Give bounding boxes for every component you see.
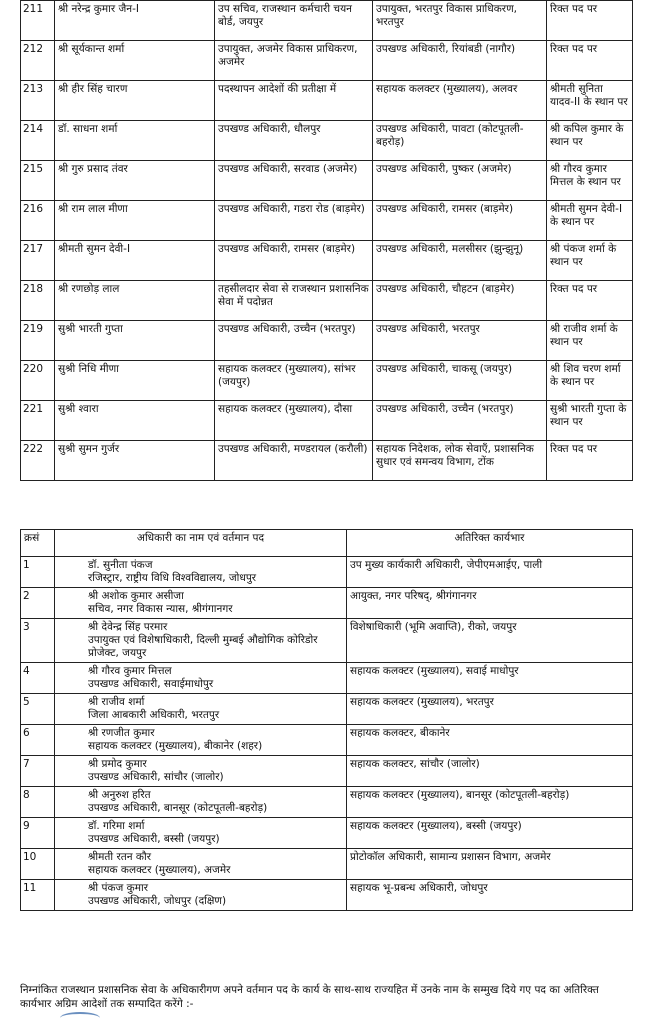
cell-serial: 6	[21, 725, 55, 756]
cell-remarks: सुश्री भारती गुप्ता के स्थान पर	[547, 401, 633, 441]
cell-remarks: श्रीमती सुमन देवी-I के स्थान पर	[547, 201, 633, 241]
cell-current-post: उपखण्ड अधिकारी, उच्चैन (भरतपुर)	[215, 321, 373, 361]
table-row	[21, 663, 633, 694]
cell-serial: 215	[21, 161, 55, 201]
transfer-table	[20, 0, 633, 481]
officer-name: श्री अनुरुश हरित	[88, 789, 151, 801]
cell-additional-charge: सहायक कलक्टर, बीकानेर	[347, 725, 633, 756]
cell-additional-charge: सहायक भू-प्रबन्ध अधिकारी, जोधपुर	[347, 880, 633, 911]
cell-remarks: रिक्त पद पर	[547, 41, 633, 81]
cell-serial: 218	[21, 281, 55, 321]
officer-post: उपखण्ड अधिकारी, बानसूर (कोटपूतली-बहरोड़)	[88, 802, 268, 814]
cell-new-post: उपखण्ड अधिकारी, पुष्कर (अजमेर)	[373, 161, 547, 201]
cell-officer-name: श्री राम लाल मीणा	[55, 201, 215, 241]
cell-serial: 10	[21, 849, 55, 880]
cell-remarks: रिक्त पद पर	[547, 441, 633, 481]
header-charge: अतिरिक्त कार्यभार	[347, 530, 633, 557]
cell-remarks: श्रीमती सुनिता यादव-II के स्थान पर	[547, 81, 633, 121]
cell-current-post: पदस्थापन आदेशों की प्रतीक्षा में	[215, 81, 373, 121]
cell-officer	[55, 849, 347, 880]
cell-officer	[55, 619, 347, 663]
cell-serial: 213	[21, 81, 55, 121]
cell-additional-charge: सहायक कलक्टर (मुख्यालय), बानसूर (कोटपूतली-बहरोड़)	[347, 787, 633, 818]
cell-serial: 211	[21, 1, 55, 41]
officer-post: जिला आबकारी अधिकारी, भरतपुर	[88, 709, 220, 721]
table-row	[21, 619, 633, 663]
cell-remarks: रिक्त पद पर	[547, 1, 633, 41]
cell-officer	[55, 818, 347, 849]
cell-new-post: उपायुक्त, भरतपुर विकास प्राधिकरण, भरतपुर	[373, 1, 547, 41]
cell-new-post: सहायक निदेशक, लोक सेवाएँ, प्रशासनिक सुधार एवं समन्वय विभाग, टोंक	[373, 441, 547, 481]
table-header-row	[21, 530, 633, 557]
cell-new-post: उपखण्ड अधिकारी, उच्चैन (भरतपुर)	[373, 401, 547, 441]
cell-officer-name: डॉ. साधना शर्मा	[55, 121, 215, 161]
table-row	[21, 361, 633, 401]
table-row	[21, 818, 633, 849]
cell-current-post: उपखण्ड अधिकारी, गडरा रोड (बाड़मेर)	[215, 201, 373, 241]
cell-officer	[55, 557, 347, 588]
cell-current-post: उपायुक्त, अजमेर विकास प्राधिकरण, अजमेर	[215, 41, 373, 81]
cell-officer	[55, 694, 347, 725]
table-row	[21, 441, 633, 481]
table-row	[21, 241, 633, 281]
cell-officer-name: श्री गुरु प्रसाद तंवर	[55, 161, 215, 201]
cell-officer-name: सुश्री निधि मीणा	[55, 361, 215, 401]
cell-additional-charge: सहायक कलक्टर (मुख्यालय), भरतपुर	[347, 694, 633, 725]
table-row	[21, 725, 633, 756]
cell-remarks: श्री शिव चरण शर्मा के स्थान पर	[547, 361, 633, 401]
cell-additional-charge: सहायक कलक्टर, सांचौर (जालोर)	[347, 756, 633, 787]
officer-name: डॉ. सुनीता पंकज	[88, 559, 153, 571]
table-row	[21, 694, 633, 725]
cell-serial: 7	[21, 756, 55, 787]
cell-officer-name: सुश्री सुमन गुर्जर	[55, 441, 215, 481]
officer-post: सहायक कलक्टर (मुख्यालय), अजमेर	[88, 864, 231, 876]
cell-serial: 219	[21, 321, 55, 361]
cell-current-post: उपखण्ड अधिकारी, रामसर (बाड़मेर)	[215, 241, 373, 281]
cell-current-post: उपखण्ड अधिकारी, मण्डरायल (करौली)	[215, 441, 373, 481]
officer-name: श्री रणजीत कुमार	[88, 727, 155, 739]
header-officer: अधिकारी का नाम एवं वर्तमान पद	[55, 530, 347, 557]
cell-serial: 3	[21, 619, 55, 663]
cell-serial: 4	[21, 663, 55, 694]
officer-name: श्री राजीव शर्मा	[88, 696, 145, 708]
officer-post: सचिव, नगर विकास न्यास, श्रीगंगानगर	[88, 603, 233, 615]
cell-serial: 11	[21, 880, 55, 911]
instruction-note: निम्नांकित राजस्थान प्रशासनिक सेवा के अधिकारीगण अपने वर्तमान पद के कार्य के साथ-साथ राज्यहित में उनके नाम के सम्मुख दिये गए पद का अतिरिक्त कार्यभार अग्रिम आदेशों तक सम्पादित करेंगे :-	[20, 984, 599, 1010]
cell-serial: 5	[21, 694, 55, 725]
cell-additional-charge: विशेषाधिकारी (भूमि अवाप्ति), रीको, जयपुर	[347, 619, 633, 663]
table-row	[21, 81, 633, 121]
cell-additional-charge: उप मुख्य कार्यकारी अधिकारी, जेपीएमआईए, पाली	[347, 557, 633, 588]
cell-new-post: उपखण्ड अधिकारी, पावटा (कोटपूतली-बहरोड़)	[373, 121, 547, 161]
cell-serial: 2	[21, 588, 55, 619]
cell-serial: 9	[21, 818, 55, 849]
cell-new-post: उपखण्ड अधिकारी, रामसर (बाड़मेर)	[373, 201, 547, 241]
cell-remarks: श्री पंकज शर्मा के स्थान पर	[547, 241, 633, 281]
header-serial: क्रसं	[21, 530, 55, 557]
cell-officer	[55, 787, 347, 818]
cell-serial: 214	[21, 121, 55, 161]
cell-additional-charge: सहायक कलक्टर (मुख्यालय), सवाई माधोपुर	[347, 663, 633, 694]
table-row	[21, 161, 633, 201]
cell-new-post: उपखण्ड अधिकारी, चौहटन (बाड़मेर)	[373, 281, 547, 321]
cell-new-post: सहायक कलक्टर (मुख्यालय), अलवर	[373, 81, 547, 121]
officer-post: उपायुक्त एवं विशेषाधिकारी, दिल्ली मुम्बई औद्योगिक कोरिडोर प्रोजेक्ट, जयपुर	[88, 634, 318, 659]
cell-officer	[55, 663, 347, 694]
cell-officer-name: श्री हीर सिंह चारण	[55, 81, 215, 121]
cell-officer	[55, 725, 347, 756]
table-row	[21, 321, 633, 361]
officer-name: डॉ. गरिमा शर्मा	[88, 820, 145, 832]
cell-new-post: उपखण्ड अधिकारी, मलसीसर (झुन्झुनू)	[373, 241, 547, 281]
cell-remarks: रिक्त पद पर	[547, 281, 633, 321]
table-row	[21, 401, 633, 441]
cell-officer	[55, 756, 347, 787]
table-row	[21, 201, 633, 241]
cell-remarks: श्री गौरव कुमार मित्तल के स्थान पर	[547, 161, 633, 201]
table-row	[21, 281, 633, 321]
table-row	[21, 557, 633, 588]
cell-serial: 8	[21, 787, 55, 818]
cell-new-post: उपखण्ड अधिकारी, चाकसू (जयपुर)	[373, 361, 547, 401]
cell-current-post: उपखण्ड अधिकारी, धौलपुर	[215, 121, 373, 161]
cell-current-post: सहायक कलक्टर (मुख्यालय), सांभर (जयपुर)	[215, 361, 373, 401]
cell-current-post: उपखण्ड अधिकारी, सरवाड (अजमेर)	[215, 161, 373, 201]
officer-post: सहायक कलक्टर (मुख्यालय), बीकानेर (शहर)	[88, 740, 263, 752]
cell-officer-name: श्री सूर्यकान्त शर्मा	[55, 41, 215, 81]
officer-post: उपखण्ड अधिकारी, सांचौर (जालोर)	[88, 771, 224, 783]
officer-post: उपखण्ड अधिकारी, जोधपुर (दक्षिण)	[88, 895, 227, 907]
cell-remarks: श्री कपिल कुमार के स्थान पर	[547, 121, 633, 161]
cell-officer-name: श्री नरेन्द्र कुमार जैन-I	[55, 1, 215, 41]
cell-officer-name: श्री रणछोड़ लाल	[55, 281, 215, 321]
table-row	[21, 849, 633, 880]
cell-serial: 1	[21, 557, 55, 588]
officer-post: उपखण्ड अधिकारी, बस्सी (जयपुर)	[88, 833, 220, 845]
cell-current-post: उप सचिव, राजस्थान कर्मचारी चयन बोर्ड, जयपुर	[215, 1, 373, 41]
cell-officer-name: श्रीमती सुमन देवी-I	[55, 241, 215, 281]
cell-current-post: सहायक कलक्टर (मुख्यालय), दौसा	[215, 401, 373, 441]
cell-serial: 216	[21, 201, 55, 241]
cell-serial: 221	[21, 401, 55, 441]
table-row	[21, 121, 633, 161]
officer-name: श्री प्रमोद कुमार	[88, 758, 147, 770]
officer-name: श्री देवेन्द्र सिंह परमार	[88, 621, 168, 633]
cell-serial: 212	[21, 41, 55, 81]
additional-charge-table	[20, 529, 633, 911]
cell-additional-charge: प्रोटोकॉल अधिकारी, सामान्य प्रशासन विभाग, अजमेर	[347, 849, 633, 880]
cell-officer-name: सुश्री भारती गुप्ता	[55, 321, 215, 361]
table-row	[21, 1, 633, 41]
table-row	[21, 880, 633, 911]
cell-officer-name: सुश्री श्वारा	[55, 401, 215, 441]
cell-serial: 222	[21, 441, 55, 481]
cell-officer	[55, 588, 347, 619]
officer-name: श्री पंकज कुमार	[88, 882, 149, 894]
logo-mark	[60, 1012, 100, 1024]
officer-post: रजिस्ट्रार, राष्ट्रीय विधि विश्वविद्यालय, जोधपुर	[88, 572, 257, 584]
cell-officer	[55, 880, 347, 911]
table-row	[21, 588, 633, 619]
cell-serial: 220	[21, 361, 55, 401]
cell-additional-charge: सहायक कलक्टर (मुख्यालय), बस्सी (जयपुर)	[347, 818, 633, 849]
table-row	[21, 787, 633, 818]
cell-additional-charge: आयुक्त, नगर परिषद्, श्रीगंगानगर	[347, 588, 633, 619]
table-row	[21, 41, 633, 81]
cell-remarks: श्री राजीव शर्मा के स्थान पर	[547, 321, 633, 361]
cell-new-post: उपखण्ड अधिकारी, रियांबडी (नागौर)	[373, 41, 547, 81]
cell-current-post: तहसीलदार सेवा से राजस्थान प्रशासनिक सेवा में पदोन्नत	[215, 281, 373, 321]
table-row	[21, 756, 633, 787]
officer-name: श्री गौरव कुमार मित्तल	[88, 665, 172, 677]
officer-name: श्री अशोक कुमार असीजा	[88, 590, 184, 602]
officer-name: श्रीमती रतन कौर	[88, 851, 151, 863]
officer-post: उपखण्ड अधिकारी, सवाईमाधोपुर	[88, 678, 214, 690]
cell-new-post: उपखण्ड अधिकारी, भरतपुर	[373, 321, 547, 361]
cell-serial: 217	[21, 241, 55, 281]
